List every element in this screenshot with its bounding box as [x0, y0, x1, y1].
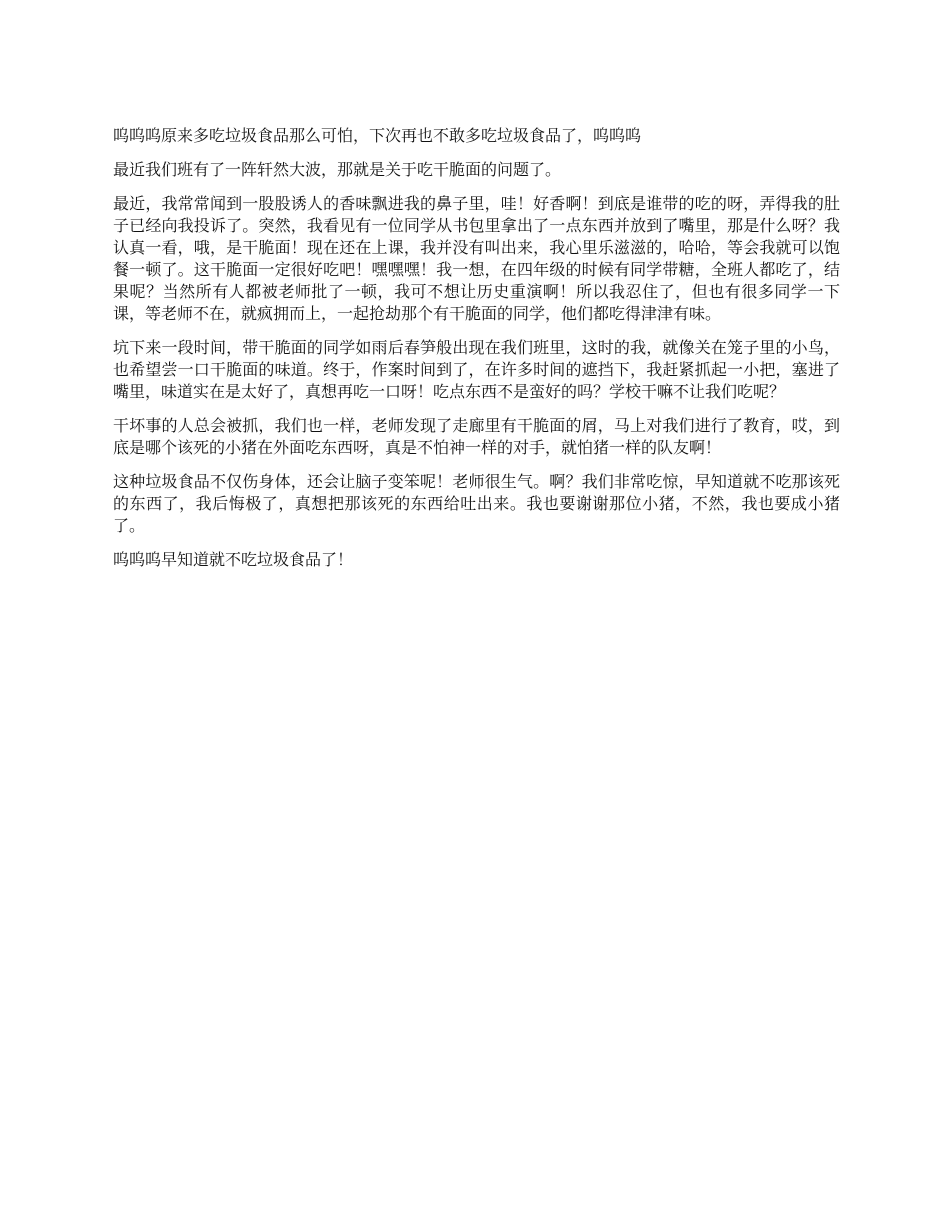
document-body [113, 125, 840, 583]
paragraph-7: 呜呜呜早知道就不吃垃圾食品了！ [113, 550, 354, 569]
paragraph-6: 这种垃圾食品不仅伤身体，还会让脑子变笨呢！老师很生气。啊？我们非常吃惊，早知道就不吃那该死的东西了，我后悔极了，真想把那该死的东西给吐出来。我也要谢谢那位小猪，不然，我也要成小猪了。 [113, 472, 840, 535]
paragraph-4: 坑下来一段时间，带干脆面的同学如雨后春笋般出现在我们班里，这时的我，就像关在笼子里的小鸟，也希望尝一口干脆面的味道。终于，作案时间到了，在许多时间的遮挡下，我赶紧抓起一小把，塞进了嘴里，味道实在是太好了，真想再吃一口呀！吃点东西不是蛮好的吗？学校干嘛不让我们吃呢？ [113, 338, 840, 401]
paragraph-2: 最近我们班有了一阵轩然大波，那就是关于吃干脆面的问题了。 [113, 160, 562, 179]
paragraph-3: 最近，我常常闻到一股股诱人的香味飘进我的鼻子里，哇！好香啊！到底是谁带的吃的呀，弄得我的肚子已经向我投诉了。突然，我看见有一位同学从书包里拿出了一点东西并放到了嘴里，那是什么呀？我认真一看，哦，是干脆面！现在还在上课，我并没有叫出来，我心里乐滋滋的，哈哈，等会我就可以饱餐一顿了。这干脆面一定很好吃吧！嘿嘿嘿！我一想，在四年级的时候有同学带糖，全班人都吃了，结果呢？当然所有人都被老师批了一顿，我可不想让历史重演啊！所以我忍住了，但也有很多同学一下课，等老师不在，就疯拥而上，一起抢劫那个有干脆面的同学，他们都吃得津津有味。 [113, 194, 840, 323]
paragraph-1: 呜呜呜原来多吃垃圾食品那么可怕，下次再也不敢多吃垃圾食品了，呜呜呜 [113, 126, 642, 145]
paragraph-5: 干坏事的人总会被抓，我们也一样，老师发现了走廊里有干脆面的屑，马上对我们进行了教育，哎，到底是哪个该死的小猪在外面吃东西呀，真是不怕神一样的对手，就怕猪一样的队友啊！ [113, 416, 840, 457]
